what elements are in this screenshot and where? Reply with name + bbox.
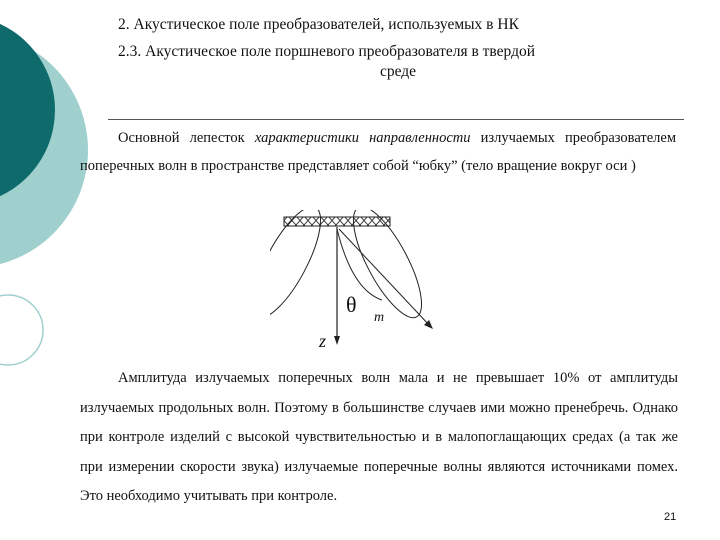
transducer-block xyxy=(284,217,390,226)
left-lobe xyxy=(270,210,333,326)
directivity-diagram xyxy=(270,210,450,355)
para2-text: Амплитуда излучаемых поперечных волн мала и не превышает 10% от амплитуды излучаемых продольных волн. Поэтому в большинстве случаев ими можно пренебречь. Однако при контроле изделий с высокой чувствительностью и в малопоглащающих средах (а так же при измерении скорости звука) излучаемые поперечные волны являются источниками помех. Это необходимо учитывать при контроле. xyxy=(80,370,678,504)
slide-subtitle xyxy=(118,42,678,82)
divider-line xyxy=(108,119,684,120)
theta-label: θ xyxy=(346,292,357,317)
paragraph-intro xyxy=(80,124,676,180)
z-label: z xyxy=(319,331,327,351)
subtitle-line1: 2.3. Акустическое поле поршневого преобразователя в твердой xyxy=(118,43,536,60)
paragraph-amplitude xyxy=(80,364,678,512)
z-axis-arrow-head xyxy=(334,336,340,345)
subtitle-line2: среде xyxy=(379,63,417,80)
para1-text-start: Основной лепесток xyxy=(118,130,255,146)
skirt-arc xyxy=(337,229,382,300)
page-number: 21 xyxy=(664,511,677,523)
m-label: m xyxy=(374,310,385,325)
para1-italic-term: характеристики направленности xyxy=(254,130,471,146)
slide-title: 2. Акустическое поле преобразователей, используемых в НК xyxy=(118,16,519,33)
para1-text-end: излучаемых преобразователем поперечных волн в пространстве представляет собой “юбку” (тело вращение вокруг оси ) xyxy=(80,130,676,174)
